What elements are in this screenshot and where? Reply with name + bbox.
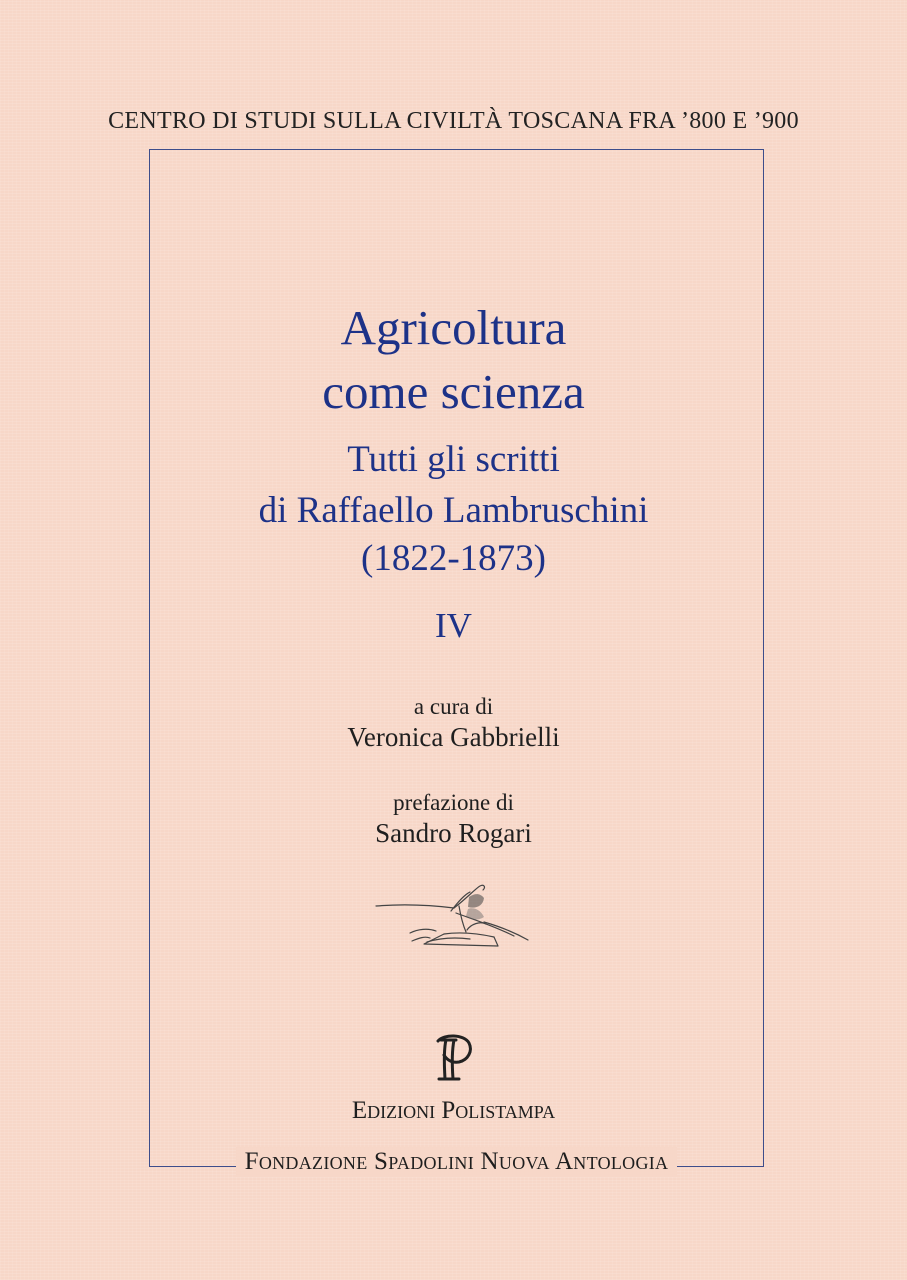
- subtitle-line-3: (1822-1873): [361, 538, 546, 579]
- subtitle-line-1: Tutti gli scritti: [347, 439, 560, 480]
- polistampa-p-logo-icon: [429, 1032, 477, 1084]
- publisher-name: Edizioni Polistampa: [351, 1097, 556, 1124]
- volume-number: IV: [435, 606, 472, 645]
- agricultural-implement-sketch-icon: [372, 878, 536, 952]
- book-title-line-1: Agricoltura: [340, 300, 567, 355]
- preface-label: prefazione di: [393, 790, 514, 815]
- preface-author-name: Sandro Rogari: [375, 818, 532, 848]
- foundation-line-wrapper: [149, 1147, 764, 1177]
- subtitle-line-2: di Raffaello Lambruschini: [258, 490, 649, 531]
- edited-by-label: a cura di: [413, 694, 494, 719]
- book-title-line-2: come scienza: [322, 364, 585, 419]
- series-title: CENTRO DI STUDI SULLA CIVILTÀ TOSCANA FRA ’800 E ’900: [108, 108, 799, 134]
- foundation-name: Fondazione Spadolini Nuova Antologia: [236, 1147, 678, 1177]
- editor-name: Veronica Gabbrielli: [347, 722, 560, 752]
